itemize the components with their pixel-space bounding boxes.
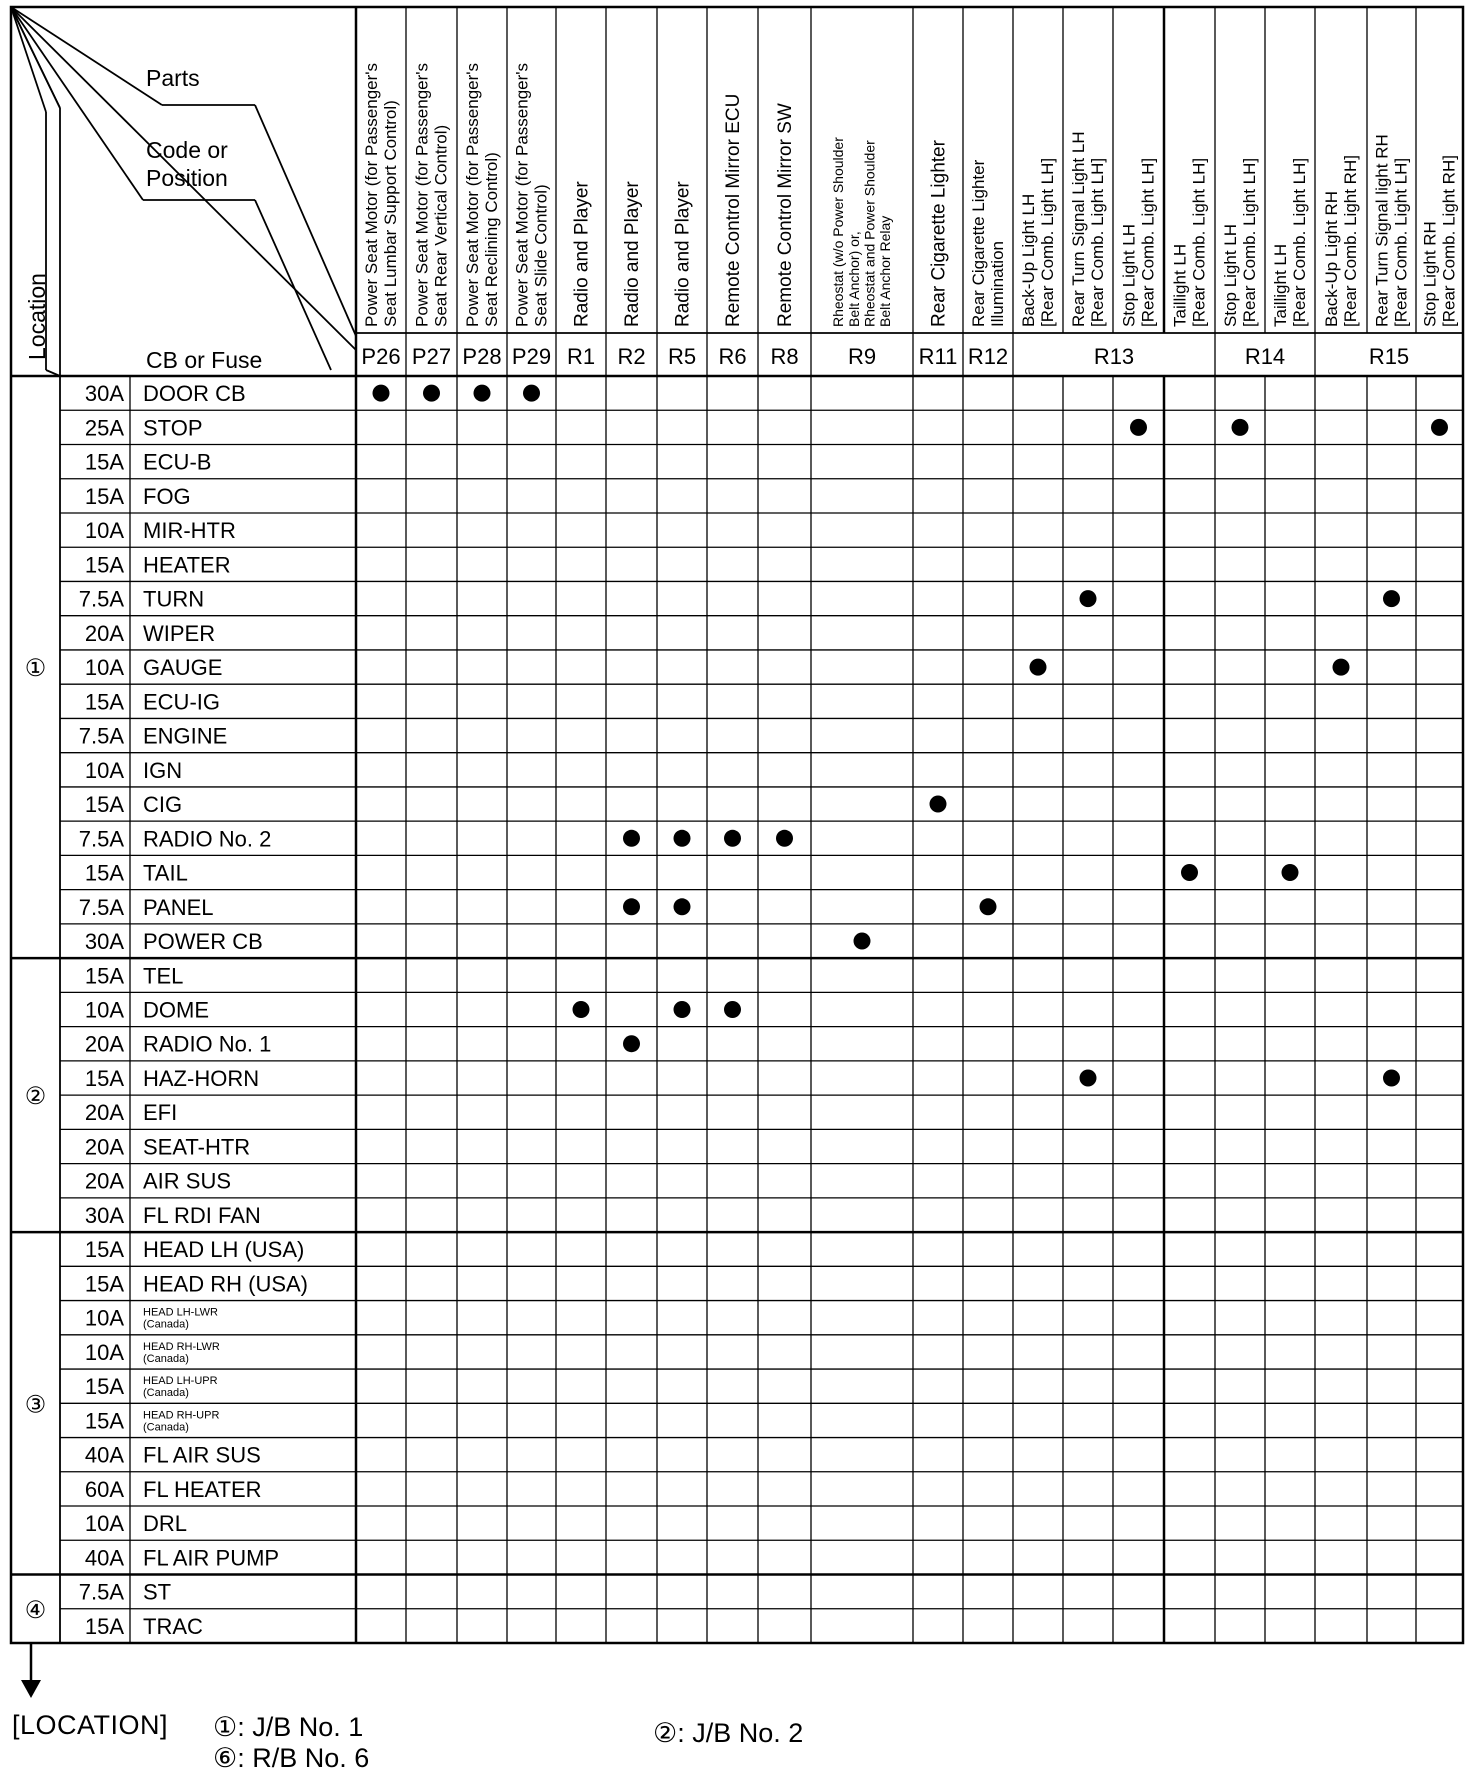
column-title: Taillight LH [1170, 243, 1190, 327]
fuse-amperage: 10A [84, 1305, 124, 1331]
fuse-amperage: 7.5A [78, 826, 124, 852]
fuse-amperage: 30A [84, 1202, 124, 1228]
fuse-name: SEAT-HTR [143, 1134, 251, 1160]
code-label-p26: P26 [361, 344, 401, 369]
fuse-amperage: 7.5A [78, 723, 124, 749]
fuse-amperage: 20A [84, 620, 124, 646]
fuse-amperage: 20A [84, 1168, 124, 1194]
connection-dot [674, 830, 691, 847]
column-title: Radio and Player [621, 181, 643, 327]
column-title: Back-Up Light LH [1019, 193, 1039, 327]
position-label: Position [146, 165, 228, 191]
fuse-name: GAUGE [143, 655, 223, 681]
fuse-amperage: 15A [84, 1408, 124, 1434]
fuse-name: FL AIR SUS [143, 1442, 261, 1468]
connection-dot [523, 385, 540, 402]
fuse-name: WIPER [143, 620, 216, 646]
fuse-name: RADIO No. 1 [143, 1031, 272, 1057]
fuse-name: TEL [143, 963, 184, 989]
column-title: Rear Turn Signal light RH [1372, 134, 1392, 327]
column-title: [Rear Comb. Light LH] [1088, 157, 1108, 327]
fuse-name: ST [143, 1579, 172, 1605]
connection-dot [373, 385, 390, 402]
fuse-name: HEAD LH (USA) [143, 1237, 305, 1263]
corner-diagonal [11, 7, 162, 105]
fuse-amperage: 15A [84, 1613, 124, 1639]
fuse-amperage: 15A [84, 1237, 124, 1263]
fuse-name: FL RDI FAN [143, 1202, 261, 1228]
connection-dot [1431, 419, 1448, 436]
fuse-amperage: 40A [84, 1442, 124, 1468]
fuse-amperage: 15A [84, 1271, 124, 1297]
corner-diagonal [11, 7, 143, 200]
fuse-amperage: 7.5A [78, 1579, 124, 1605]
fuse-amperage: 10A [84, 757, 124, 783]
fuse-amperage: 15A [84, 792, 124, 818]
column-title: Taillight LH [1271, 243, 1291, 327]
fuse-amperage: 15A [84, 552, 124, 578]
fuse-amperage: 30A [84, 381, 124, 407]
code-label-r9: R9 [847, 344, 877, 369]
code-label-r8: R8 [770, 344, 799, 369]
fuse-name: ENGINE [143, 723, 228, 749]
fuse-name: CIG [143, 792, 183, 818]
location-symbol: ④ [24, 1596, 47, 1624]
code-label-r6: R6 [718, 344, 747, 369]
column-title: Rear Turn Signal Light LH [1069, 131, 1089, 327]
fuse-name: MIR-HTR [143, 518, 236, 544]
fuse-name: HEAD RH-LWR [143, 1340, 220, 1353]
legend-item-jb1: ①: J/B No. 1 [213, 1712, 364, 1742]
fuse-name: TRAC [143, 1613, 203, 1639]
connection-dot [1383, 590, 1400, 607]
column-title: Seat Reclining Control) [482, 152, 502, 327]
fuse-name: DRL [143, 1511, 188, 1537]
code-label-r15: R15 [1368, 344, 1410, 369]
column-title: Rheostat (w/o Power Shoulder [830, 137, 847, 327]
connection-dot [1232, 419, 1249, 436]
fuse-name: HEATER [143, 552, 231, 578]
connection-dot [930, 796, 947, 813]
column-title: Seat Rear Vertical Control) [431, 124, 451, 327]
column-title: [Rear Comb. Light LH] [1038, 157, 1058, 327]
code-label-r1: R1 [566, 344, 596, 369]
fuse-name: HEAD LH-LWR [143, 1306, 218, 1319]
fuse-amperage: 15A [84, 1065, 124, 1091]
corner-diagonal [255, 200, 331, 370]
code-label: Code or [146, 137, 228, 163]
column-title: Power Seat Motor (for Passenger's [512, 62, 532, 327]
column-title: [Rear Comb. Light RH] [1341, 155, 1361, 327]
column-title: Power Seat Motor (for Passenger's [362, 62, 382, 327]
column-title: Radio and Player [672, 181, 694, 327]
column-title: Radio and Player [571, 181, 593, 327]
fuse-name: ECU-B [143, 449, 212, 475]
column-title: Power Seat Motor (for Passenger's [412, 62, 432, 327]
connection-dot [1333, 659, 1350, 676]
column-title: [Rear Comb. Light LH] [1240, 157, 1260, 327]
fuse-name: FL AIR PUMP [143, 1545, 280, 1571]
connection-dot [980, 898, 997, 915]
fuse-name-note: (Canada) [143, 1318, 189, 1331]
legend-item-rb6: ⑥: R/B No. 6 [213, 1743, 370, 1773]
column-title: Power Seat Motor (for Passenger's [463, 62, 483, 327]
fuse-amperage: 10A [84, 655, 124, 681]
column-title: [Rear Comb. Light LH] [1138, 157, 1158, 327]
code-label-r12: R12 [967, 344, 1009, 369]
connection-dot [1030, 659, 1047, 676]
fuse-amperage: 15A [84, 449, 124, 475]
parts-label: Parts [146, 65, 200, 91]
connection-dot [623, 1035, 640, 1052]
column-title: Belt Anchor Relay [877, 215, 894, 327]
connection-dot [1080, 590, 1097, 607]
column-title: Remote Control Mirror SW [774, 103, 796, 327]
fuse-amperage: 10A [84, 518, 124, 544]
connection-dot [623, 898, 640, 915]
column-title: Back-Up Light RH [1322, 190, 1342, 327]
fuse-amperage: 15A [84, 963, 124, 989]
fuse-amperage: 25A [84, 415, 124, 441]
connection-dot [573, 1001, 590, 1018]
location-arrow-head [21, 1680, 41, 1698]
connection-dot [674, 898, 691, 915]
column-title: Stop Light LH [1221, 223, 1241, 327]
column-title: Rear Cigarette Lighter [969, 159, 989, 327]
column-title: Belt Anchor) or, [845, 231, 862, 327]
connection-dot [1282, 864, 1299, 881]
fuse-amperage: 15A [84, 689, 124, 715]
column-title: Seat Lumbar Support Control) [381, 100, 401, 327]
column-title: Stop Light RH [1420, 221, 1440, 327]
column-title: [Rear Comb. Light RH] [1439, 155, 1459, 327]
fuse-amperage: 10A [84, 997, 124, 1023]
fuse-name: DOOR CB [143, 381, 246, 407]
fuse-name: RADIO No. 2 [143, 826, 272, 852]
connection-dot [854, 933, 871, 950]
fuse-name: TURN [143, 586, 205, 612]
code-label-r11: R11 [918, 344, 958, 369]
fuse-name: HAZ-HORN [143, 1065, 260, 1091]
legend-title: [LOCATION] [12, 1710, 169, 1740]
column-title: Remote Control Mirror ECU [722, 93, 744, 327]
connection-dot [1130, 419, 1147, 436]
fuse-amperage: 30A [84, 929, 124, 955]
fuse-name: POWER CB [143, 929, 263, 955]
fuse-amperage: 10A [84, 1339, 124, 1365]
column-title: [Rear Comb. Light LH] [1391, 157, 1411, 327]
column-title: Rear Cigarette Lighter [928, 140, 950, 327]
location-symbol: ① [24, 655, 47, 683]
fuse-name: IGN [143, 757, 183, 783]
fuse-amperage: 7.5A [78, 586, 124, 612]
fuse-amperage: 40A [84, 1545, 124, 1571]
connection-dot [423, 385, 440, 402]
code-label-r13: R13 [1093, 344, 1135, 369]
fuse-amperage: 15A [84, 860, 124, 886]
fuse-name: HEAD LH-UPR [143, 1375, 218, 1388]
connection-dot [1181, 864, 1198, 881]
location-symbol: ② [24, 1083, 47, 1111]
fuse-name: DOME [143, 997, 209, 1023]
connection-dot [674, 1001, 691, 1018]
corner-diagonal [11, 7, 46, 112]
fuse-amperage: 15A [84, 1374, 124, 1400]
fuse-name: FL HEATER [143, 1476, 262, 1502]
connection-dot [724, 1001, 741, 1018]
code-label-r14: R14 [1244, 344, 1286, 369]
connection-dot [474, 385, 491, 402]
column-title: [Rear Comb. Light LH] [1290, 157, 1310, 327]
fuse-name: PANEL [143, 894, 214, 920]
connection-dot [1383, 1070, 1400, 1087]
fuse-amperage: 10A [84, 1511, 124, 1537]
code-label-r2: R2 [617, 344, 646, 369]
column-title: Seat Slide Control) [531, 184, 551, 327]
fuse-name: HEAD RH-UPR [143, 1409, 220, 1422]
fuse-amperage: 20A [84, 1134, 124, 1160]
location-symbol: ③ [24, 1391, 47, 1419]
cb-fuse-label: CB or Fuse [146, 347, 263, 373]
fuse-name-note: (Canada) [143, 1387, 189, 1400]
code-label-p28: P28 [462, 344, 502, 369]
fuse-name: STOP [143, 415, 203, 441]
connection-dot [623, 830, 640, 847]
connection-dot [724, 830, 741, 847]
fuse-amperage: 7.5A [78, 894, 124, 920]
fuse-amperage: 20A [84, 1100, 124, 1126]
code-label-p29: P29 [511, 344, 552, 369]
fuse-name: TAIL [143, 860, 188, 886]
column-title: Illumination [988, 241, 1008, 327]
code-label-p27: P27 [411, 344, 452, 369]
fuse-name: FOG [143, 483, 191, 509]
column-title: Stop Light LH [1119, 223, 1139, 327]
code-label-r5: R5 [667, 344, 697, 369]
connection-dot [1080, 1070, 1097, 1087]
connection-dot [776, 830, 793, 847]
fuse-amperage: 20A [84, 1031, 124, 1057]
fuse-name: EFI [143, 1100, 178, 1126]
location-label: Location [24, 273, 50, 360]
fuse-name-note: (Canada) [143, 1421, 189, 1434]
fuse-name: AIR SUS [143, 1168, 232, 1194]
column-title: [Rear Comb. Light LH] [1189, 157, 1209, 327]
column-title: Rheostat and Power Shoulder [861, 140, 878, 327]
fuse-name-note: (Canada) [143, 1352, 189, 1365]
fuse-name: ECU-IG [143, 689, 220, 715]
corner-diagonal [255, 105, 356, 336]
fuse-name: HEAD RH (USA) [143, 1271, 309, 1297]
fuse-amperage: 60A [84, 1476, 124, 1502]
fuse-amperage: 15A [84, 483, 124, 509]
legend-item-jb2: ②: J/B No. 2 [653, 1718, 804, 1748]
